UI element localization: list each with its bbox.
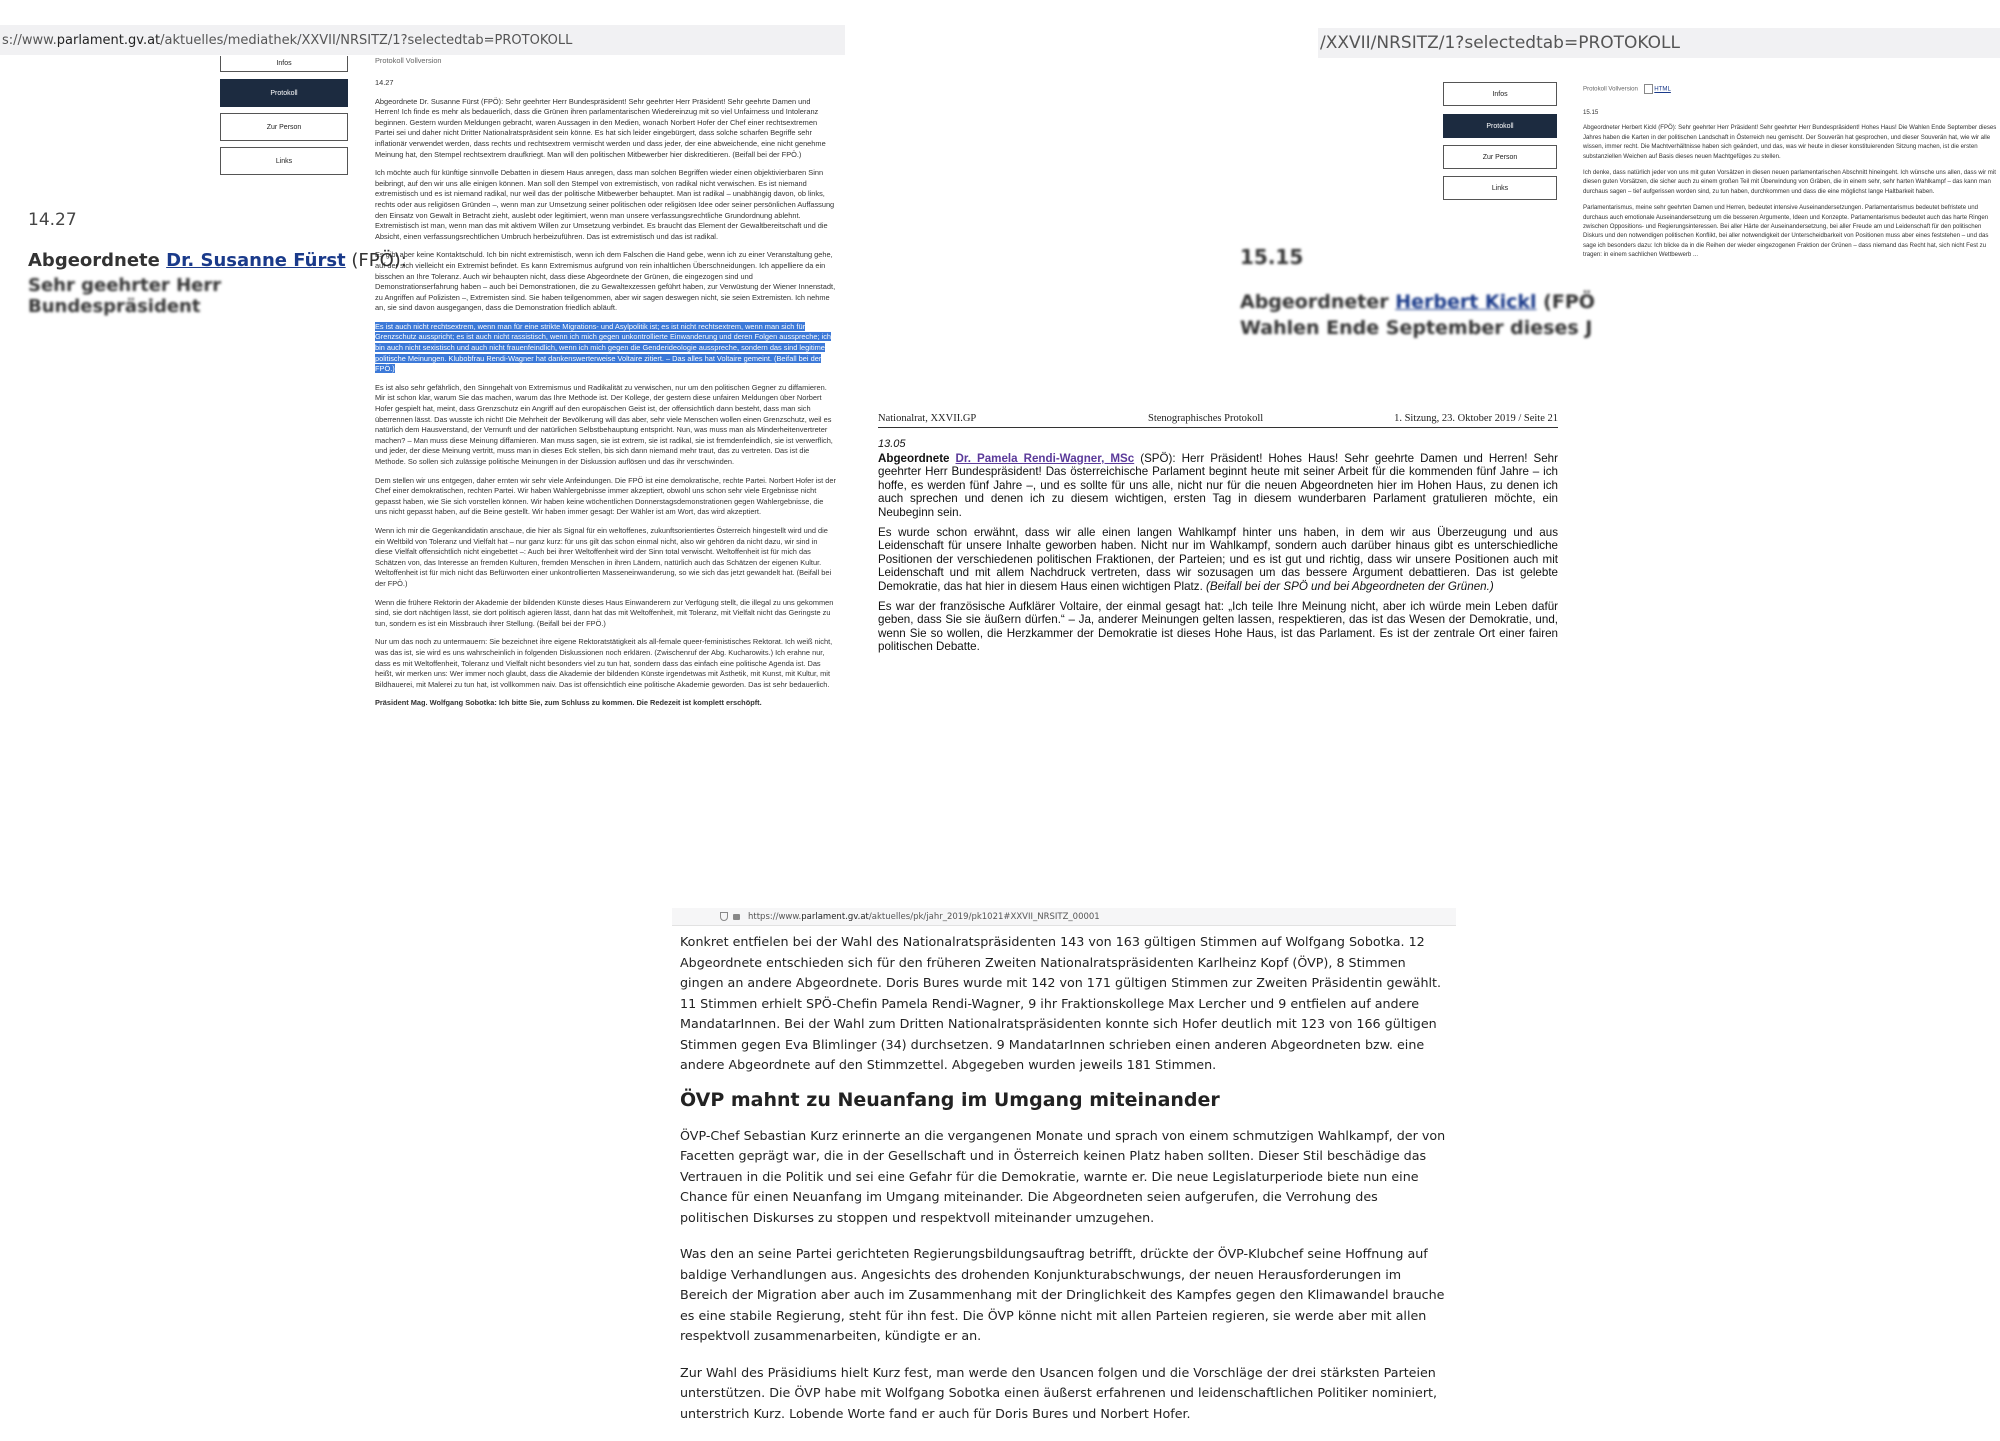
- protocol-paragraph-selected: Es ist auch nicht rechtsextrem, wenn man für eine strikte Migrations- und Asylpolitik ist; es ist nicht rechtsextrem, wenn man sich für Grenzschutz ausspricht; es ist auch nicht rassistisch, wenn ich mich gegen unkontrollierte Einwanderung und deren Folgen ausspreche; ich bin auch nicht sexistisch und auch nicht frauenfeindlich, wenn ich mich gegen die Genderideologie ausspreche, sondern das sind legitime politische Meinungen. Klubobfrau Rendi-Wagner hat dankenswerterweise Voltaire zitiert. – Das alles hat Voltaire gemeint. (Beifall bei der FPÖ.): [375, 321, 832, 374]
- zoom-speaker-link[interactable]: Dr. Susanne Fürst: [166, 250, 346, 271]
- protocol-paragraph: Ich denke, dass natürlich jeder von uns mit guten Vorsätzen in diesen neuen parlamentarischen Abschnitt hineingeht. Ich wünsche uns allen, dass wir mit diesen guten Vorsätzen, die sicher auch zu einem großen Teil mit Überwindung von Gräben, die in einem sehr, sehr harten Wahlkampf – das kann man durchaus sagen – tief aufgerissen worden sind, zu tun haben, durchkommen und dass die eine möglichst lange Haltbarkeit haben.: [1583, 169, 1996, 195]
- url-host: parlament.gv.at: [56, 32, 161, 48]
- protocol-paragraph: Wenn die frühere Rektorin der Akademie der bildenden Künste dieses Haus Einwanderern zur Verfügung stellt, die illegal zu uns gekommen sind, sie dort nächtigen lässt, sie dort politisch agieren lässt, dann hat das mit Weltoffenheit, mit Toleranz, mit Vielfalt nicht das Geringste zu tun, sondern es ist ein Missbrauch ihrer Stellung. (Beifall bei der FPÖ.): [375, 597, 834, 628]
- nav-zur-person[interactable]: Zur Person: [1443, 145, 1557, 169]
- speech-paragraph: Abgeordnete Dr. Pamela Rendi-Wagner, MSc (SPÖ): Herr Präsident! Hohes Haus! Sehr geehrte Damen und Herren! Sehr geehrter Herr Bundespräsident! Das österreichische Parlament beginnt heute mit seiner Arbeit für die kommenden fünf Jahre – ich hoffe, es werden fünf Jahre –, und es sollte für uns alle, nicht nur für die neuen Abgeordneten hier im Hohen Haus, zu denen ich auch sprechen und denen ich zu diesem wichtigen, ersten Tag in diesem wunderbaren Parlament gratulieren möchte, ein Neubeginn sein.: [878, 451, 1558, 519]
- header-left: Nationalrat, XXVII.GP: [878, 413, 977, 424]
- article-paragraph: Konkret entfielen bei der Wahl des Nationalratspräsidenten 143 von 163 gültigen Stimmen auf Wolfgang Sobotka. 12 Abgeordnete entschieden sich für den früheren Zweiten Nationalratspräsidenten Karlheinz Kopf (ÖVP), 8 Stimmen gingen an andere Abgeordnete. Doris Bures wurde mit 142 von 171 gültigen Stimmen zur Zweiten Präsidentin gewählt. 11 Stimmen erhielt SPÖ-Chefin Pamela Rendi-Wagner, 9 ihr Fraktionskollege Max Lercher und 9 entfielen auf andere MandatarInnen. Bei der Wahl zum Dritten Nationalratspräsidenten konnte sich Hofer deutlich mit 123 von 166 gültigen Stimmen gegen Eva Blimlinger (34) durchsetzen. 9 MandatarInnen schrieben einen anderen Abgeordneten bzw. eine andere Abgeordnete auf den Stimmzettel. Abgegeben wurden jeweils 181 Stimmen.: [680, 934, 1442, 1072]
- article-heading: ÖVP mahnt zu Neuanfang im Umgang miteinander: [680, 1088, 1220, 1111]
- html-link[interactable]: HTML: [1654, 85, 1671, 93]
- header-right: 1. Sitzung, 23. Oktober 2019 / Seite 21: [1394, 413, 1558, 424]
- speech-paragraph: Es war der französische Aufklärer Voltaire, der einmal gesagt hat: „Ich teile Ihre Meinung nicht, aber ich würde mein Leben dafür geben, dass Sie sie äußern dürfen.“ – Ja, anderer Meinungen gelten lassen, respektieren, das ist das Wesen der Demokratie, und, wenn Sie so wollen, die Herzkammer der Demokratie ist dieses Hohe Haus, ist das Parlament. Es ist der zentrale Ort einer fairen politischen Debatte.: [878, 599, 1558, 654]
- protocol-paragraph: Wenn ich mir die Gegenkandidatin anschaue, die hier als Signal für ein weltoffenes, zukunftsorientiertes Österreich hingestellt wird und die ein Weltbild von Toleranz und Vielfalt hat – nur ganz kurz: für uns gilt das schon einmal nicht, also wir gehören da nicht dazu, wir sind in diese Vielfalt offensichtlich nicht eingebettet –: Auch bei ihrer Weltoffenheit wird der Sinn total verwischt. Weltoffenheit ist für mich das Schätzen von, das Interesse an fremden Kulturen, fremden Menschen in ihren Ländern, natürlich auch das Schätzen der eigenen Kultur. Weltoffenheit ist für mich nicht das Befürworten einer unkontrollierten Masseneinwanderung, so wie sich das jetzt gewandelt hat. (Beifall bei der FPÖ.): [375, 525, 832, 588]
- right-address-bar[interactable]: [1318, 28, 2000, 58]
- zoom-cut-line: Sehr geehrter Herr Bundespräsident: [28, 275, 222, 317]
- speaker-link[interactable]: Dr. Pamela Rendi-Wagner, MSc: [955, 451, 1135, 465]
- speech-paragraph: Es wurde schon erwähnt, dass wir alle einen langen Wahlkampf hinter uns haben, in dem wir aus Überzeugung und aus Leidenschaft für unsere Inhalte geworben haben. Nicht nur im Wahlkampf, sondern auch darüber hinaus gibt es unterschiedliche Positionen der verschiedenen politischen Fraktionen, der Parteien; und es ist gut und richtig, dass wir unsere Positionen auch mit Leidenschaft und mit allem Nachdruck vertreten, dass wir sozusagen um das bessere Argument debattieren. Das ist gelebte Demokratie, das hat hier in diesem Haus einen wichtigen Platz. (Beifall bei der SPÖ und bei Abgeordneten der Grünen.): [878, 525, 1558, 593]
- shield-icon: [720, 912, 728, 921]
- zoom-line: Abgeordneter Herbert Kickl (FPÖ: [1240, 291, 1595, 313]
- html-icon: [1644, 84, 1653, 94]
- nav-infos[interactable]: Infos: [220, 56, 348, 72]
- nav-infos[interactable]: Infos: [1443, 82, 1557, 106]
- nav-links[interactable]: Links: [220, 147, 348, 175]
- header-center: Stenographisches Protokoll: [1148, 413, 1264, 424]
- nav-protokoll[interactable]: Protokoll: [1443, 114, 1557, 138]
- protocol-paragraph-president: Präsident Mag. Wolfgang Sobotka: Ich bitte Sie, zum Schluss zu kommen. Die Redezeit ist komplett erschöpft.: [375, 698, 762, 708]
- news-article: [680, 932, 1450, 1432]
- article-paragraph: Zur Wahl des Präsidiums hielt Kurz fest, man werde den Usancen folgen und die Vorschläge der drei stärksten Parteien unterstützen. Die ÖVP habe mit Wolfgang Sobotka einen äußerst erfahrenen und leidenschaftlichen Politiker nominiert, unterstrich Kurz. Lobende Worte fand er auch für Doris Bures und Norbert Hofer.: [680, 1364, 1438, 1421]
- protocol-header: Protokoll Vollversion HTML: [1583, 85, 1671, 93]
- protocol-paragraph: Es ist also sehr gefährlich, den Sinngehalt von Extremismus und Radikalität zu verwischen, nur um den politischen Gegner zu diffamieren. Mir ist schon klar, warum Sie das machen, warum das Ihre Methode ist. Der Kollege, der gestern diese unfairen Meldungen über Norbert Hofer gespielt hat, meint, dass Grenzschutz ein Angriff auf den europäischen Geist ist, der offensichtlich dann besteht, dass man sich überrennen lässt. Das wusste ich nicht! Die Mehrheit der Bevölkerung will das aber, sehr viele Menschen wollen einen Grenzschutz, weil es natürlich dem Hausverstand, der Vernunft und der natürlichen Selbstbehauptung entspricht. Nun, was muss man als Minderheitenvertreter machen? – Man muss diese Meinung diffamieren. Man muss sagen, sie ist extrem, sie ist radikal, sie ist fremdenfeindlich, sie ist verwerflich, und jeder, der diese Meinung vertritt, muss man in dieses Eck stellen, bis sich dann niemand mehr traut, das zu vertreten. Das ist die Methode. So sollen sich zulässige politische Meinungen in der Diskussion auflösen und das ihr verschwinden.: [375, 382, 833, 466]
- protocol-paragraph: Parlamentarismus, meine sehr geehrten Damen und Herren, bedeutet intensive Auseinandersetzungen. Parlamentarismus bedeutet befristete und durchaus auch emotionale Auseinandersetzung um die besseren Argumente, Ideen und Konzepte. Parlamentarismus bedeutet auch das harte Ringen zwischen Oppositions- und Regierungsinteressen. Bei aller Härte der Auseinandersetzung, bei aller Freude am und Leidenschaft für den politischen Diskurs und den notwendigen politischen Konflikt, bei aller notwendigkeit der Unterscheidbarkeit von Positionen muss aber eines feststehen – und das sage ich besonders dazu: Ich blicke da in die Reihen der wieder eingezogenen Fraktion der Grünen – dass niemand das Recht hat, sich nicht Fest zu tragen: in einem sachlichen Wettbewerb ...: [1583, 204, 1989, 259]
- protocol-paragraph: Es gibt aber keine Kontaktschuld. Ich bin nicht extremistisch, wenn ich dem Falschen die Hand gebe, wenn ich zu einer Veranstaltung gehe, auf der sich vielleicht ein Extremist befindet. Es kann Extremismus aufgrund von rein inhaltlichen Überschneidungen. Ich appelliere da ein bisschen an Ihre Toleranz. Auch wir behaupten nicht, dass diese Abgeordnete der Grünen, die eingezogen sind und Demonstrationserfahrung haben – auch bei Demonstrationen, die zu Gewaltexzessen geführt haben, zur Verwüstung der Wiener Innenstadt, zu Angriffen auf Polizisten –, Extremisten sind. Sie haben teilgenommen, aber wir sagen deswegen nicht, sie seien Extremisten. Ich nehme an, sie sind davon ausgegangen, dass die Demonstration friedlich abläuft.: [375, 250, 836, 313]
- left-zoom-callout: [28, 210, 407, 317]
- protocol-timestamp: 14.27: [375, 78, 394, 87]
- url-path: /aktuelles/pk/jahr_2019/pk1021#XXVII_NRSITZ_00001: [868, 911, 1100, 922]
- zoom-line: Wahlen Ende September dieses J: [1240, 317, 1593, 339]
- protocol-paragraph: Nur um das noch zu untermauern: Sie bezeichnet ihre eigene Rektoratstätigkeit als all-female queer-feministisches Rektorat. Ich weiß nicht, was das ist, sie wird es uns wahrscheinlich in folgenden Diskussionen noch erklären. (Zwischenruf der Abg. Kucharowits.) Ich erahne nur, dass es mit Weltoffenheit, Toleranz und Vielfalt nicht besonders viel zu tun hat, sondern dass das einfach eine politische Agenda ist. Das heißt, wir merken uns: Wer immer noch glaubt, dass die Akademie der bildenden Künste irgendetwas mit Ästhetik, mit Kunst, mit Kultur, mit Bildhauerei, mit Malerei zu tun hat, ist vollkommen naiv. Das ist offensichtlich eine politische Akademie geworden. Das ist sehr bedauerlich.: [375, 637, 833, 689]
- protocol-header-label: Protokoll Vollversion: [375, 56, 442, 65]
- nav-protokoll[interactable]: Protokoll: [220, 79, 348, 107]
- protocol-paragraph: Abgeordnete Dr. Susanne Fürst (FPÖ): Sehr geehrter Herr Bundespräsident! Sehr geehrter Herr Präsident! Sehr geehrte Damen und Herren! Ich finde es mehr als bedauerlich, dass die Grünen ihren parlamentarischen Wiedereinzug mit so viel Unfairness und Intoleranz beginnen. Gestern wurden Meldungen gebracht, waren Aussagen in den Medien, wonach Norbert Hofer der Chef einer rechtsextremen Partei sei und daher nicht Dritter Nationalratspräsident sein könne. Es hat sich leider eingebürgert, dass solche scharfen Begriffe sehr inflationär verwendet werden, dass rechts und rechtsextrem vermischt werden und dass jeder, der eine abweichende, eine nicht genehme Meinung hat, den Stempel rechtsextrem draufkriegt. Man will den politischen Mitbewerber hier diskreditieren. (Beifall bei der FPÖ.): [375, 96, 826, 159]
- protocol-paragraph: Dem stellen wir uns entgegen, daher ernten wir sehr viele Anfeindungen. Die FPÖ ist eine demokratische, rechte Partei. Norbert Hofer ist der Chef einer demokratischen, rechten Partei. Wir haben Wahlergebnisse immer akzeptiert, obwohl uns schon sehr viele Ergebnisse nicht gepasst haben, wie Sie sich vorstellen können. Wir haben keine wöchentlichen Donnerstagsdemonstrationen gegen Wahlergebnisse, die uns nicht gepasst haben, auf die Beine gestellt. Wir haben immer gesagt: Der Wähler ist am Wort, das wird akzeptiert.: [375, 475, 836, 517]
- left-address-bar[interactable]: [0, 25, 845, 55]
- url-path: /XXVII/NRSITZ/1?selectedtab=PROTOKOLL: [1320, 33, 1680, 53]
- zoom-timestamp: 14.27: [28, 210, 77, 230]
- speech-timestamp: 13.05: [878, 438, 906, 450]
- protocol-timestamp: 15.15: [1583, 109, 1599, 116]
- zoom-speaker: Abgeordnete Dr. Susanne Fürst (FPÖ):: [28, 250, 407, 271]
- right-zoom-callout: [1240, 245, 1595, 370]
- protocol-body: [375, 97, 837, 709]
- nav-links[interactable]: Links: [1443, 176, 1557, 200]
- zoom-speaker-link[interactable]: Herbert Kickl: [1395, 291, 1537, 313]
- document-body: [878, 438, 1558, 688]
- article-address-bar[interactable]: [672, 908, 1456, 926]
- document-header: [878, 413, 1558, 428]
- protocol-body: [1583, 123, 1997, 259]
- url-prefix: https://www.: [748, 911, 802, 922]
- protocol-paragraph: Ich möchte auch für künftige sinnvolle Debatten in diesem Haus anregen, dass man solchen Begriffen wieder einen objektivierbaren Sinn beibringt, auf den wir uns alle einigen können. Man soll den Stempel von extremistisch, von radikal nicht verwischen. Es ist niemand extremistisch und es ist niemand radikal, nur weil das der politische Mitbewerber behauptet. Man ist radikal – unabhängig davon, ob links, rechts oder aus religiösen Gründen –, wenn man zur Umsetzung seiner politischen oder religiösen Idee oder seiner persönlichen Auffassung den Einsatz von Gewalt in Betracht zieht, auslebt oder legitimiert, wenn man unsere verfassungsrechtliche Grundordnung ablehnt. Extremistisch ist man, wenn man das mit aktivem Willen zur Umsetzung verbindet. Es braucht das Element der Gewaltbereitschaft und die Absicht, einen verfassungsrechtlichen Umbruch herbeizuführen. Das ist extremistisch und das ist radikal.: [375, 168, 835, 241]
- zoom-timestamp: 15.15: [1240, 245, 1304, 269]
- right-protocol-panel: [1583, 84, 1997, 1409]
- article-paragraph: ÖVP-Chef Sebastian Kurz erinnerte an die vergangenen Monate und sprach von einem schmutzigen Wahlkampf, der von Facetten geprägt war, die in der Gesellschaft und in Österreich keinen Platz haben sollten. Dieser Stil beschädige das Vertrauen in die Politik und sei eine Gefahr für die Demokratie, warnte er. Die neue Legislaturperiode biete nun eine Chance für einen Neuanfang im Umgang miteinander. Die Abgeordneten seien aufgerufen, die Verrohung des politischen Diskurses zu stoppen und respektvoll miteinander umzugehen.: [680, 1127, 1446, 1225]
- lock-icon: [733, 914, 740, 920]
- left-protocol-panel: [375, 56, 837, 896]
- protocol-paragraph: Abgeordneter Herbert Kickl (FPÖ): Sehr geehrter Herr Präsident! Sehr geehrter Herr Bundespräsident! Hohes Haus! Die Wahlen Ende September dieses Jahres haben die Karten in der politischen Landschaft in Österreich neu gemischt. Der Souverän hat gesprochen, und dieser Souverän hat, wie wir alle wissen, immer recht. Die Machtverhältnisse haben sich geändert, und das, was wir heute in dieser konstituierenden Sitzung machen, ist die ersten substanziellen Weichen auf Basis dieses neuen Machtgefüges zu stellen.: [1583, 124, 1997, 160]
- url-path: /aktuelles/mediathek/XXVII/NRSITZ/1?selectedtab=PROTOKOLL: [160, 32, 573, 48]
- nav-zur-person[interactable]: Zur Person: [220, 113, 348, 141]
- url-host: parlament.gv.at: [801, 911, 869, 922]
- url-prefix: s://www.: [2, 32, 57, 48]
- article-paragraph: Was den an seine Partei gerichteten Regierungsbildungsauftrag betrifft, drückte der ÖVP-Klubchef seine Hoffnung auf baldige Verhandlungen aus. Angesichts des drohenden Konjunkturabschwungs, der neuen Herausforderungen im Bereich der Migration aber auch im Zusammenhang mit der Dringlichkeit des Kampfes gegen den Klimawandel brauche es eine stabile Regierung, steht für ihn fest. Die ÖVP könne nicht mit allen Parteien regieren, sie werde aber mit allen respektvoll zusammenarbeiten, kündigte er an.: [680, 1246, 1445, 1343]
